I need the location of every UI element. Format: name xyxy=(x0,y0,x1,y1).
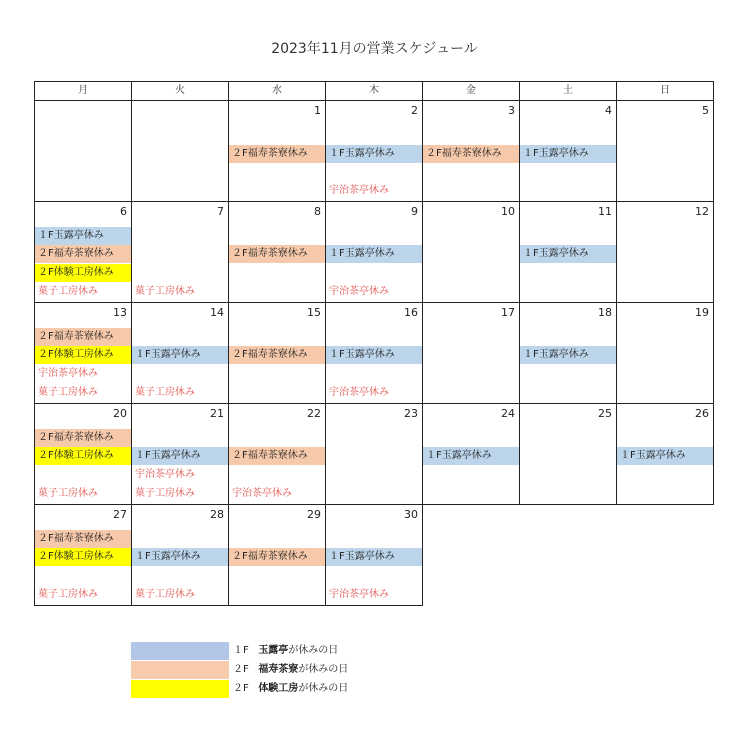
day-number: 21 xyxy=(210,407,224,420)
weekday-header-wed: 水 xyxy=(229,82,326,101)
calendar-cell-day-10 xyxy=(423,202,520,303)
calendar-cell-day-15 xyxy=(229,303,326,404)
closure-fukuju: ２F福寿茶寮休み xyxy=(229,346,325,364)
closure-gyokuro: １F玉露亭休み xyxy=(35,227,131,245)
calendar-cell-day-2 xyxy=(326,101,423,202)
legend-floor: ２F xyxy=(233,664,249,675)
calendar-cell-day-23 xyxy=(326,404,423,505)
closure-kashi: 菓子工房休み xyxy=(38,286,98,297)
weekday-header-thu: 木 xyxy=(326,82,423,101)
calendar-cell-blank xyxy=(423,505,520,606)
closure-kashi: 菓子工房休み xyxy=(135,286,195,297)
closure-kashi: 菓子工房休み xyxy=(38,488,98,499)
legend-label xyxy=(233,660,348,680)
closure-uji: 宇治茶亭休み xyxy=(329,286,389,297)
closure-uji: 宇治茶亭休み xyxy=(329,589,389,600)
closure-gyokuro: １F玉露亭休み xyxy=(520,145,616,163)
day-number: 5 xyxy=(702,104,709,117)
day-number: 24 xyxy=(501,407,515,420)
calendar-cell-day-26 xyxy=(617,404,714,505)
closure-taiken: ２F体験工房休み xyxy=(35,548,131,566)
day-number: 28 xyxy=(210,508,224,521)
legend-swatch-blue xyxy=(131,642,229,660)
closure-gyokuro: １F玉露亭休み xyxy=(326,145,422,163)
closure-fukuju: ２F福寿茶寮休み xyxy=(229,447,325,465)
legend-item-fukuju xyxy=(131,660,431,679)
calendar-cell-day-27 xyxy=(35,505,132,606)
day-number: 8 xyxy=(314,205,321,218)
calendar-grid xyxy=(34,81,714,606)
day-number: 19 xyxy=(695,306,709,319)
legend-venue: 玉露亭 xyxy=(258,645,289,656)
calendar-cell-day-21 xyxy=(132,404,229,505)
closure-gyokuro: １F玉露亭休み xyxy=(132,548,228,566)
calendar-cell-day-9 xyxy=(326,202,423,303)
day-number: 25 xyxy=(598,407,612,420)
calendar-cell-day-8 xyxy=(229,202,326,303)
legend-venue: 福寿茶寮 xyxy=(258,664,299,675)
calendar-cell-day-29 xyxy=(229,505,326,606)
closure-gyokuro: １F玉露亭休み xyxy=(617,447,713,465)
day-number: 16 xyxy=(404,306,418,319)
day-number: 4 xyxy=(605,104,612,117)
weekday-header-sat: 土 xyxy=(520,82,617,101)
closure-gyokuro: １F玉露亭休み xyxy=(132,346,228,364)
day-number: 11 xyxy=(598,205,612,218)
day-number: 18 xyxy=(598,306,612,319)
day-number: 9 xyxy=(411,205,418,218)
day-number: 23 xyxy=(404,407,418,420)
calendar-cell-blank xyxy=(132,101,229,202)
day-number: 20 xyxy=(113,407,127,420)
closure-fukuju: ２F福寿茶寮休み xyxy=(35,429,131,447)
closure-uji: 宇治茶亭休み xyxy=(329,387,389,398)
legend-label xyxy=(233,641,338,661)
day-number: 3 xyxy=(508,104,515,117)
calendar-cell-day-13 xyxy=(35,303,132,404)
day-number: 26 xyxy=(695,407,709,420)
calendar-cell-day-4 xyxy=(520,101,617,202)
legend-floor: ２F xyxy=(233,683,249,694)
legend-suffix: が休みの日 xyxy=(288,645,339,656)
page-title: 2023年11月の営業スケジュール xyxy=(271,41,478,57)
closure-taiken: ２F体験工房休み xyxy=(35,346,131,364)
legend-swatch-yellow xyxy=(131,680,229,698)
closure-gyokuro: １F玉露亭休み xyxy=(326,245,422,263)
closure-kashi: 菓子工房休み xyxy=(135,488,195,499)
legend xyxy=(131,641,431,698)
closure-fukuju: ２F福寿茶寮休み xyxy=(35,245,131,263)
legend-suffix: が休みの日 xyxy=(298,683,349,694)
calendar-cell-day-7 xyxy=(132,202,229,303)
closure-gyokuro: １F玉露亭休み xyxy=(520,346,616,364)
weekday-header-fri: 金 xyxy=(423,82,520,101)
closure-fukuju: ２F福寿茶寮休み xyxy=(229,145,325,163)
day-number: 29 xyxy=(307,508,321,521)
closure-gyokuro: １F玉露亭休み xyxy=(423,447,519,465)
calendar-cell-day-1 xyxy=(229,101,326,202)
closure-uji: 宇治茶亭休み xyxy=(329,185,389,196)
day-number: 12 xyxy=(695,205,709,218)
calendar-cell-day-25 xyxy=(520,404,617,505)
closure-kashi: 菓子工房休み xyxy=(135,387,195,398)
day-number: 2 xyxy=(411,104,418,117)
calendar-cell-blank xyxy=(617,505,714,606)
calendar-cell-blank xyxy=(35,101,132,202)
calendar-cell-day-16 xyxy=(326,303,423,404)
legend-item-gyokuro xyxy=(131,641,431,660)
calendar-cell-day-18 xyxy=(520,303,617,404)
calendar-cell-day-3 xyxy=(423,101,520,202)
day-number: 10 xyxy=(501,205,515,218)
legend-venue: 体験工房 xyxy=(258,683,299,694)
day-number: 13 xyxy=(113,306,127,319)
weekday-header-tue: 火 xyxy=(132,82,229,101)
calendar-cell-day-24 xyxy=(423,404,520,505)
closure-kashi: 菓子工房休み xyxy=(38,589,98,600)
calendar-cell-day-11 xyxy=(520,202,617,303)
day-number: 17 xyxy=(501,306,515,319)
calendar-cell-day-17 xyxy=(423,303,520,404)
legend-swatch-peach xyxy=(131,661,229,679)
calendar-cell-day-28 xyxy=(132,505,229,606)
calendar-cell-day-14 xyxy=(132,303,229,404)
closure-kashi: 菓子工房休み xyxy=(135,589,195,600)
legend-label xyxy=(233,679,348,699)
calendar-cell-day-12 xyxy=(617,202,714,303)
legend-floor: １F xyxy=(233,645,249,656)
closure-uji: 宇治茶亭休み xyxy=(38,368,98,379)
weekday-header-mon: 月 xyxy=(35,82,132,101)
day-number: 30 xyxy=(404,508,418,521)
day-number: 27 xyxy=(113,508,127,521)
calendar-cell-day-5 xyxy=(617,101,714,202)
closure-uji: 宇治茶亭休み xyxy=(232,488,292,499)
closure-gyokuro: １F玉露亭休み xyxy=(326,346,422,364)
calendar-cell-day-30 xyxy=(326,505,423,606)
day-number: 1 xyxy=(314,104,321,117)
calendar-cell-day-20 xyxy=(35,404,132,505)
closure-kashi: 菓子工房休み xyxy=(38,387,98,398)
calendar-cell-day-22 xyxy=(229,404,326,505)
closure-fukuju: ２F福寿茶寮休み xyxy=(229,548,325,566)
closure-fukuju: ２F福寿茶寮休み xyxy=(35,328,131,346)
closure-gyokuro: １F玉露亭休み xyxy=(132,447,228,465)
day-number: 14 xyxy=(210,306,224,319)
weekday-header-sun: 日 xyxy=(617,82,714,101)
day-number: 15 xyxy=(307,306,321,319)
calendar-cell-day-6 xyxy=(35,202,132,303)
calendar-cell-day-19 xyxy=(617,303,714,404)
closure-fukuju: ２F福寿茶寮休み xyxy=(423,145,519,163)
day-number: 22 xyxy=(307,407,321,420)
calendar-cell-blank xyxy=(520,505,617,606)
legend-item-taiken xyxy=(131,679,431,698)
closure-uji: 宇治茶亭休み xyxy=(135,469,195,480)
closure-taiken: ２F体験工房休み xyxy=(35,264,131,282)
day-number: 7 xyxy=(217,205,224,218)
legend-suffix: が休みの日 xyxy=(298,664,349,675)
closure-fukuju: ２F福寿茶寮休み xyxy=(229,245,325,263)
closure-fukuju: ２F福寿茶寮休み xyxy=(35,530,131,548)
closure-taiken: ２F体験工房休み xyxy=(35,447,131,465)
closure-gyokuro: １F玉露亭休み xyxy=(326,548,422,566)
closure-gyokuro: １F玉露亭休み xyxy=(520,245,616,263)
day-number: 6 xyxy=(120,205,127,218)
